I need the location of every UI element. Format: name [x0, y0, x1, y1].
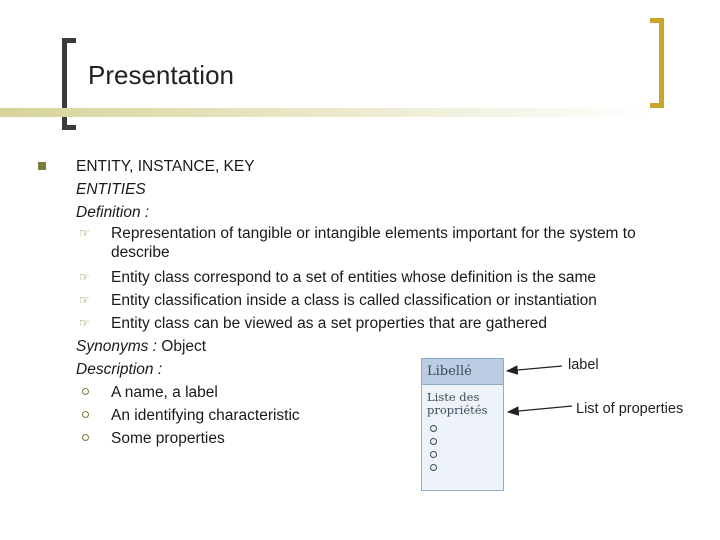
pointing-hand-icon: ☞: [79, 316, 90, 330]
page-title: Presentation: [88, 60, 234, 90]
description-label: Description :: [76, 361, 163, 378]
definition-item: ☞ Entity class correspond to a set of entities whose definition is the same: [76, 266, 676, 289]
description-item: Some properties: [76, 427, 676, 450]
topic-line: ENTITY, INSTANCE, KEY: [76, 158, 255, 175]
synonyms-label: Synonyms :: [76, 338, 157, 355]
entity-box-properties: Liste des propriétés: [427, 390, 488, 417]
pointing-hand-icon: ☞: [79, 226, 90, 240]
definition-label: Definition :: [76, 204, 150, 221]
section-heading: ENTITIES: [76, 181, 146, 198]
pointing-hand-icon: ☞: [79, 293, 90, 307]
arrow-to-label: [507, 366, 562, 371]
pointing-hand-icon: ☞: [79, 270, 90, 284]
label-annotation: label: [568, 357, 599, 373]
definition-item: ☞ Entity classification inside a class is called classification or instantiation: [76, 289, 676, 312]
description-item: An identifying characteristic: [76, 404, 676, 427]
properties-annotation: List of properties: [576, 401, 684, 417]
definition-item: ☞ Entity class can be viewed as a set properties that are gathered: [76, 312, 676, 335]
synonyms-value: Object: [156, 338, 207, 355]
arrow-to-properties: [508, 406, 572, 412]
definition-item: ☞ Representation of tangible or intangible elements important for the system to describe: [79, 225, 636, 261]
entity-box-header: Libellé: [422, 359, 503, 385]
description-item: A name, a label: [76, 381, 676, 404]
